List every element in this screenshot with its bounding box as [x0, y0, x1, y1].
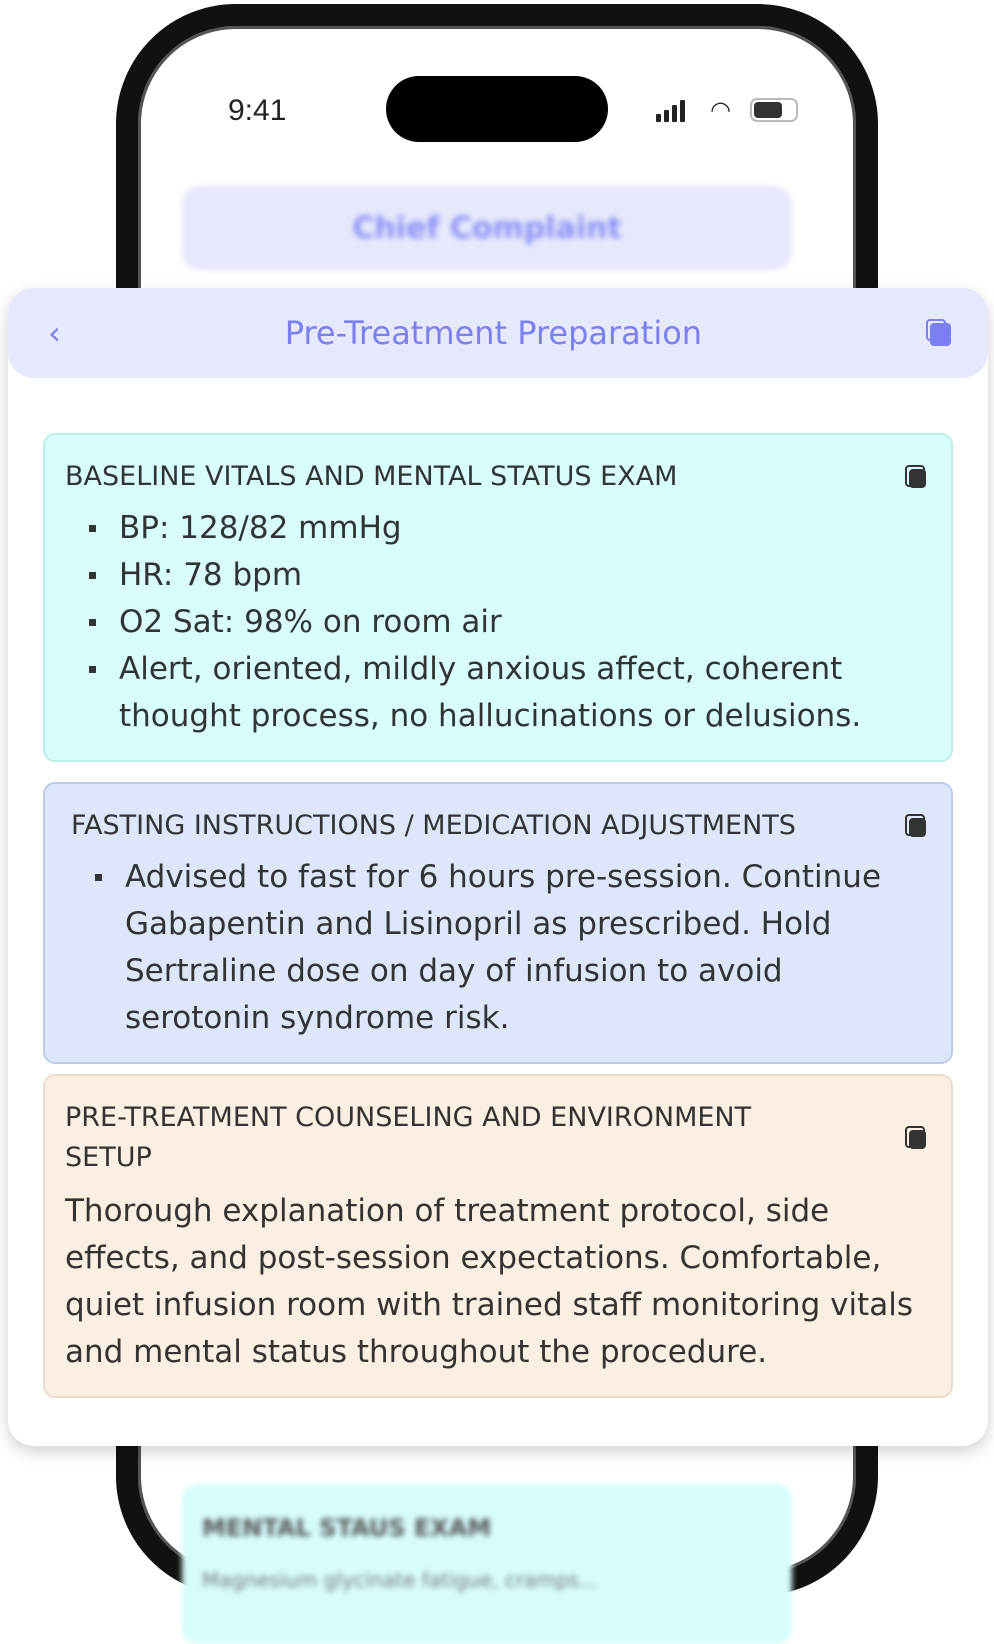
sheet-header	[8, 288, 988, 378]
wifi-icon: ◠	[710, 96, 731, 124]
copy-icon[interactable]	[905, 814, 927, 838]
signal-icon	[656, 100, 685, 122]
copy-icon[interactable]	[905, 465, 927, 489]
section-title: BASELINE VITALS AND MENTAL STATUS EXAM	[65, 461, 678, 492]
back-chevron-icon[interactable]: ‹	[48, 314, 61, 352]
section-text: Thorough explanation of treatment protocol, side effects, and post-session expectations. Comfortable, quiet infusion room with trained staff monitoring vitals and mental status throughout the procedure.	[65, 1193, 913, 1370]
list-item: Alert, oriented, mildly anxious affect, coherent thought process, no hallucinations or delusions.	[65, 646, 931, 740]
background-card-title: MENTAL STAUS EXAM	[202, 1514, 492, 1542]
status-bar	[138, 90, 856, 140]
section-title: FASTING INSTRUCTIONS / MEDICATION ADJUSTMENTS	[71, 810, 796, 841]
dynamic-island	[386, 76, 608, 142]
section-card-counseling	[43, 1074, 953, 1398]
battery-icon	[750, 98, 798, 122]
background-card-text: Magnesium glycinate fatigue, cramps...	[202, 1568, 598, 1592]
list-item: O2 Sat: 98% on room air	[65, 599, 931, 646]
list-item: HR: 78 bpm	[65, 552, 931, 599]
background-header-title: Chief Complaint	[352, 210, 622, 246]
status-time: 9:41	[228, 94, 287, 127]
list-item: BP: 128/82 mmHg	[65, 505, 931, 552]
background-header	[182, 186, 792, 270]
background-card	[182, 1484, 792, 1644]
copy-icon[interactable]	[926, 319, 952, 347]
page-title: Pre-Treatment Preparation	[284, 314, 703, 352]
section-card-baseline-vitals	[43, 433, 953, 762]
list-item: Advised to fast for 6 hours pre-session. Continue Gabapentin and Lisinopril as prescribed. Hold Sertraline dose on day of infusion to avoid serotonin syndrome risk.	[71, 854, 931, 1042]
section-card-fasting-instructions	[43, 782, 953, 1064]
copy-icon[interactable]	[905, 1126, 927, 1150]
section-title: PRE-TREATMENT COUNSELING AND ENVIRONMENT SETUP	[65, 1102, 752, 1173]
section-sheet	[8, 288, 988, 1446]
